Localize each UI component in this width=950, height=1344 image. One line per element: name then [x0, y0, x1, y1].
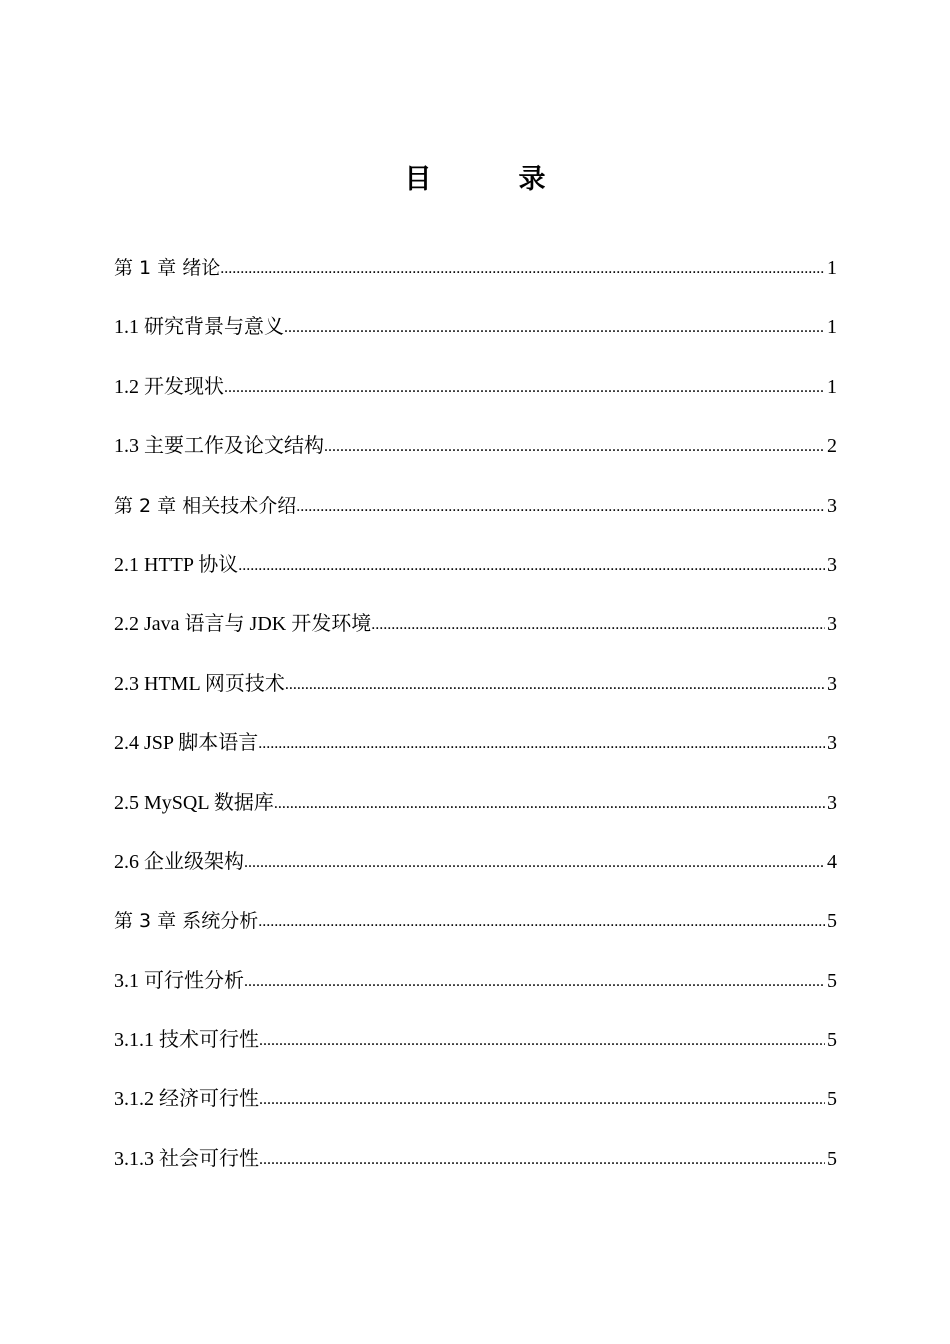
toc-entry-page: 4 [827, 850, 837, 873]
toc-leader-dots [324, 431, 825, 463]
toc-entry-2-4[interactable] [114, 727, 837, 786]
toc-entry-chapter-3[interactable] [114, 905, 837, 964]
toc-leader-dots [258, 728, 825, 760]
toc-entry-3-1-2[interactable] [114, 1083, 837, 1142]
toc-entry-page: 3 [827, 494, 837, 517]
toc-entry-page: 5 [827, 1029, 837, 1052]
toc-entry-label: 1.3 主要工作及论文结构 [114, 435, 324, 458]
toc-entry-2-2[interactable] [114, 608, 837, 667]
toc-entry-page: 5 [827, 1147, 837, 1170]
toc-entry-page: 5 [827, 910, 837, 933]
toc-entry-label: 2.2 Java 语言与 JDK 开发环境 [114, 613, 372, 636]
toc-leader-dots [259, 1144, 825, 1176]
toc-entry-label: 2.1 HTTP 协议 [114, 553, 239, 576]
toc-leader-dots [238, 550, 825, 582]
toc-entry-page: 1 [827, 375, 837, 398]
toc-entry-label: 第 2 章 相关技术介绍 [114, 494, 297, 517]
toc-leader-dots [274, 788, 825, 820]
toc-entry-page: 3 [827, 553, 837, 576]
toc-entry-label: 3.1 可行性分析 [114, 969, 244, 992]
toc-entry-label: 2.4 JSP 脚本语言 [114, 732, 259, 755]
toc-entry-label: 2.5 MySQL 数据库 [114, 791, 274, 814]
toc-entry-page: 2 [827, 435, 837, 458]
toc-entry-label: 2.6 企业级架构 [114, 850, 244, 873]
toc-entry-2-1[interactable] [114, 549, 837, 608]
toc-leader-dots [371, 609, 825, 641]
toc-entry-page: 3 [827, 672, 837, 695]
toc-leader-dots [244, 847, 825, 879]
toc-entry-2-5[interactable] [114, 787, 837, 846]
toc-leader-dots [259, 1084, 825, 1116]
toc-entry-label: 3.1.1 技术可行性 [114, 1029, 259, 1052]
toc-entry-label: 3.1.3 社会可行性 [114, 1147, 259, 1170]
toc-entry-2-6[interactable] [114, 846, 837, 905]
toc-entry-label: 第 3 章 系统分析 [114, 910, 259, 933]
toc-leader-dots [258, 906, 825, 938]
toc-leader-dots [285, 669, 825, 701]
toc-entry-label: 1.2 开发现状 [114, 375, 224, 398]
toc-entry-1-3[interactable] [114, 430, 837, 489]
toc-leader-dots [284, 312, 825, 344]
toc-entry-chapter-2[interactable] [114, 490, 837, 549]
toc-entry-1-1[interactable] [114, 311, 837, 370]
toc-entry-label: 3.1.2 经济可行性 [114, 1088, 259, 1111]
toc-entry-label: 第 1 章 绪论 [114, 257, 221, 279]
toc-entry-page: 1 [827, 257, 837, 279]
toc-list [114, 252, 837, 1202]
toc-entry-page: 3 [827, 791, 837, 814]
toc-entry-3-1-3[interactable] [114, 1143, 837, 1202]
toc-leader-dots [224, 372, 825, 404]
toc-leader-dots [296, 491, 825, 523]
toc-entry-page: 5 [827, 969, 837, 992]
toc-entry-3-1-1[interactable] [114, 1024, 837, 1083]
toc-entry-label: 2.3 HTML 网页技术 [114, 672, 285, 695]
toc-title: 目 录 [404, 164, 576, 195]
toc-leader-dots [259, 1025, 825, 1057]
toc-entry-page: 1 [827, 316, 837, 339]
toc-entry-label: 1.1 研究背景与意义 [114, 316, 284, 339]
toc-leader-dots [220, 253, 825, 285]
toc-entry-2-3[interactable] [114, 668, 837, 727]
toc-entry-page: 3 [827, 732, 837, 755]
toc-entry-page: 3 [827, 613, 837, 636]
toc-entry-chapter-1[interactable] [114, 252, 837, 311]
toc-leader-dots [244, 966, 825, 998]
toc-entry-page: 5 [827, 1088, 837, 1111]
toc-entry-3-1[interactable] [114, 965, 837, 1024]
toc-entry-1-2[interactable] [114, 371, 837, 430]
